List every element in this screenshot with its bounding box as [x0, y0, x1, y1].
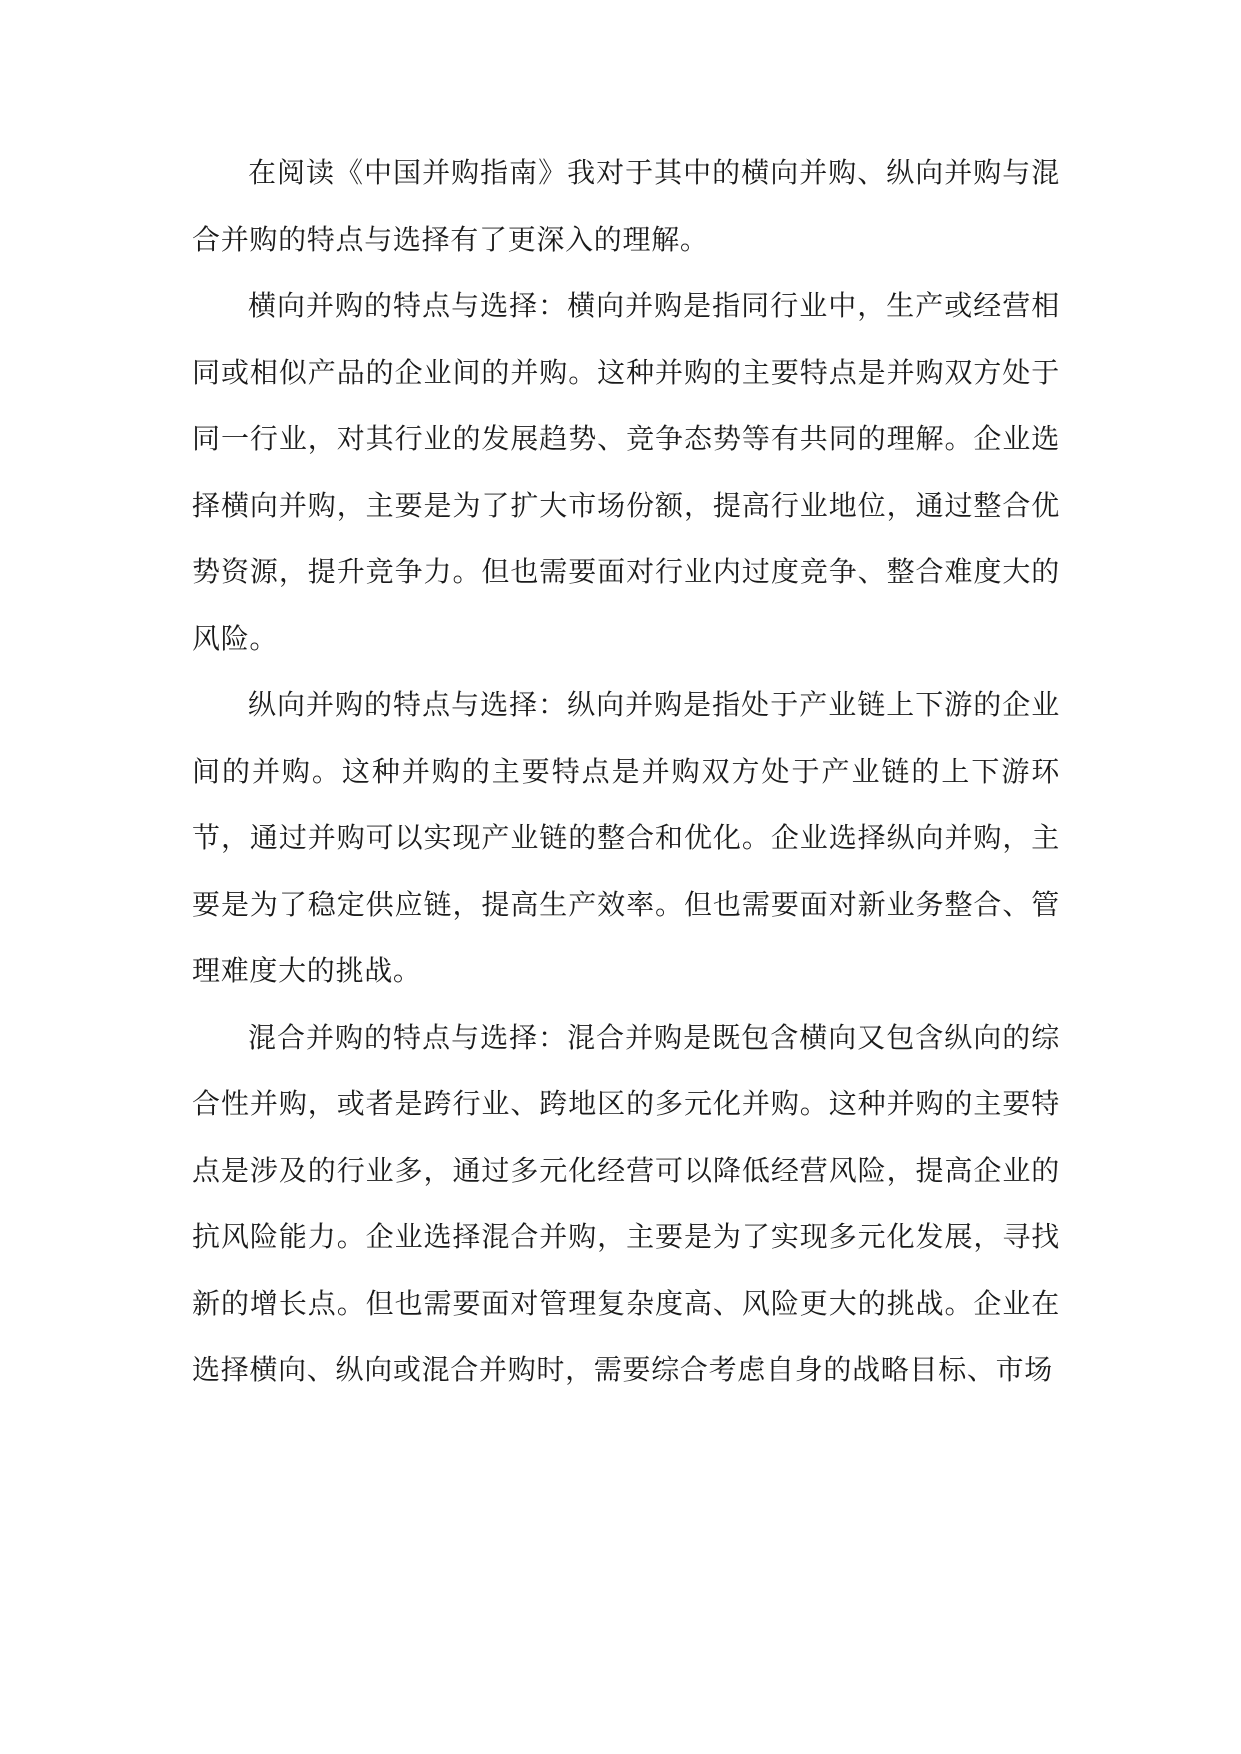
paragraph-vertical-merger: 纵向并购的特点与选择：纵向并购是指处于产业链上下游的企业间的并购。这种并购的主要特点是并购双方处于产业链的上下游环节，通过并购可以实现产业链的整合和优化。企业选择纵向并购，主要是为了稳定供应链，提高生产效率。但也需要面对新业务整合、管理难度大的挑战。 [192, 688, 1060, 987]
document-body [192, 140, 1060, 1404]
paragraph-intro: 在阅读《中国并购指南》我对于其中的横向并购、纵向并购与混合并购的特点与选择有了更深入的理解。 [192, 156, 1060, 256]
paragraph-horizontal-merger: 横向并购的特点与选择：横向并购是指同行业中，生产或经营相同或相似产品的企业间的并购。这种并购的主要特点是并购双方处于同一行业，对其行业的发展趋势、竞争态势等有共同的理解。企业选择横向并购，主要是为了扩大市场份额，提高行业地位，通过整合优势资源，提升竞争力。但也需要面对行业内过度竞争、整合难度大的风险。 [192, 289, 1060, 655]
paragraph-conglomerate-merger: 混合并购的特点与选择：混合并购是既包含横向又包含纵向的综合性并购，或者是跨行业、跨地区的多元化并购。这种并购的主要特点是涉及的行业多，通过多元化经营可以降低经营风险，提高企业的抗风险能力。企业选择混合并购，主要是为了实现多元化发展，寻找新的增长点。但也需要面对管理复杂度高、风险更大的挑战。企业在选择横向、纵向或混合并购时，需要综合考虑自身的战略目标、市场 [192, 1020, 1060, 1386]
